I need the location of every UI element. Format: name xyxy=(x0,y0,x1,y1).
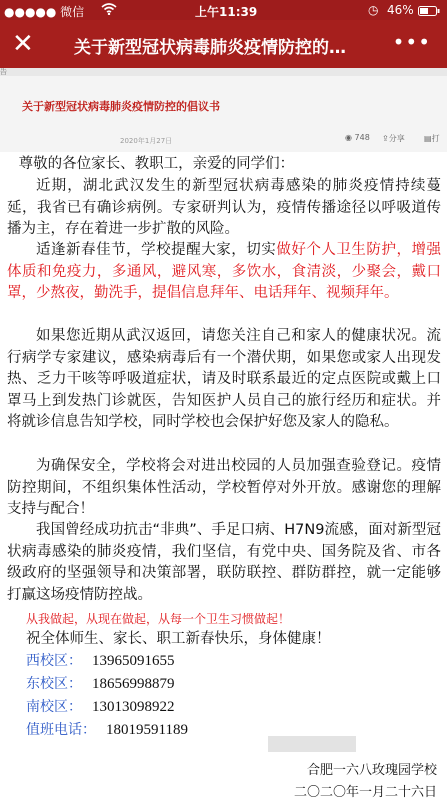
signature: 合肥一六八玫瑰园学校 xyxy=(306,763,437,778)
contact-row xyxy=(26,673,175,693)
nav-bar xyxy=(0,20,447,68)
print-label: 打 xyxy=(431,134,440,143)
contact-number: 13013098922 xyxy=(92,699,175,715)
close-button[interactable]: ✕ xyxy=(12,29,34,59)
contact-number: 18656998879 xyxy=(92,676,175,692)
signature-date: 二〇二〇年一月二十六日 xyxy=(293,785,437,800)
paragraph-5: 我国曾经成功抗击“非典”、手足口病、H7N9流感，面对新型冠状病毒感染的肺炎疫情，我们坚信，有党中央、国务院及省、市各级政府的坚强领导和决策部署，联防联控、群防群控，就一定能够打赢这场疫情防控战。 xyxy=(7,522,441,603)
top-band xyxy=(0,68,447,76)
wifi-icon xyxy=(101,3,117,18)
share-label: 分享 xyxy=(388,134,405,143)
blurred-watermark xyxy=(268,736,356,752)
document-date: 2020年1月27日 xyxy=(120,137,173,145)
contact-label: 值班电话： xyxy=(26,722,96,738)
wish-text: 祝全体师生、家长、职工新春快乐，身体健康！ xyxy=(26,631,331,647)
article-content xyxy=(0,152,447,809)
paragraph-4: 为确保安全，学校将会对进出校园的人员加强查验登记。疫情防控期间，不组织集体性活动，学校暂停对外开放。感谢您的理解支持与配合！ xyxy=(7,458,441,517)
eye-icon: ◉ xyxy=(345,133,352,142)
paragraph-3: 如果您近期从武汉返回，请您关注自己和家人的健康状况。流行病学专家建议，感染病毒后有一个潜伏期，如果您或家人出现发热、乏力干咳等呼吸道症状，请及时联系最近的定点医院或戴上口罩马上到发热门诊就医，告知医护人员自己的旅行经历和症状。并将就诊信息告知学校，同时学校也会保护好您及家人的隐私。 xyxy=(7,328,441,430)
share-button[interactable] xyxy=(382,133,405,144)
slogan: 从我做起，从现在做起，从每一个卫生习惯做起！ xyxy=(26,612,291,626)
clock: 上午11:39 xyxy=(195,5,258,19)
view-count-value: 748 xyxy=(354,133,370,142)
alarm-icon: ◷ xyxy=(368,3,379,17)
contact-label: 南校区： xyxy=(26,699,82,715)
contact-number: 13965091655 xyxy=(92,653,175,669)
share-icon: ⇪ xyxy=(382,134,389,143)
paragraph-1: 近期，湖北武汉发生的新型冠状病毒感染的肺炎疫情持续蔓延，我省已有确诊病例。专家研判认为，疫情传播途径以呼吸道传播为主，存在着进一步扩散的风险。 xyxy=(7,178,441,237)
contact-row xyxy=(26,650,175,670)
contact-row xyxy=(26,696,175,716)
paragraph-2-text: 适逢新春佳节，学校提醒大家，切实 xyxy=(36,242,277,258)
battery-percent: 46% xyxy=(387,3,414,17)
print-button[interactable] xyxy=(424,133,440,144)
battery-icon xyxy=(418,5,440,19)
greeting: 尊敬的各位家长、教职工，亲爱的同学们： xyxy=(18,156,295,172)
document-header xyxy=(0,76,447,152)
contact-label: 东校区： xyxy=(26,676,82,692)
paragraph-2 xyxy=(7,240,441,305)
contact-row xyxy=(26,719,188,739)
more-menu-button[interactable]: ••• xyxy=(392,30,431,54)
status-bar xyxy=(0,0,447,20)
document-title: 关于新型冠状病毒肺炎疫情防控的倡议书 xyxy=(22,100,220,113)
page-title: 关于新型冠状病毒肺炎疫情防控的… xyxy=(74,38,346,58)
view-count xyxy=(345,133,370,142)
band-text: 告 xyxy=(0,68,7,76)
paragraph-2-highlight: 做好个人卫生防护，增强体质和免疫力，多通风，避风寒，多饮水，食清淡，少聚会，戴口罩，少熬夜，勤洗手，提倡信息拜年、电话拜年、视频拜年。 xyxy=(7,242,442,301)
carrier-label: ●●●●● 微信 xyxy=(4,5,85,19)
print-icon: ▤ xyxy=(424,134,432,143)
contact-label: 西校区： xyxy=(26,653,82,669)
contact-number: 18019591189 xyxy=(106,722,188,738)
